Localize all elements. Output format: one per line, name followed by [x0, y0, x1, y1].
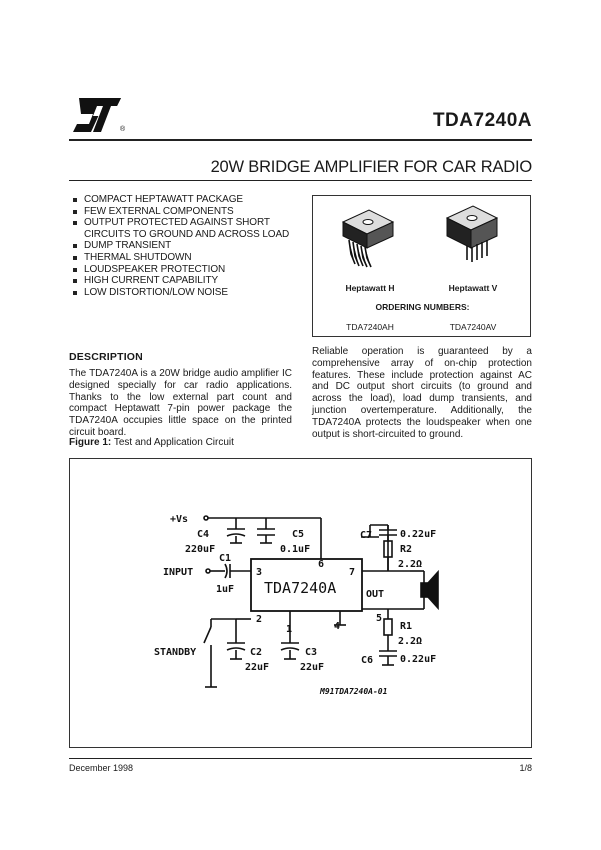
- figure-caption: [69, 437, 234, 448]
- ordering-numbers-title: ORDERING NUMBERS:: [375, 302, 470, 312]
- pin-5: 5: [376, 613, 383, 624]
- c2-label: C2: [250, 647, 263, 658]
- c4-label: C4: [197, 529, 210, 540]
- feature-item: LOUDSPEAKER PROTECTION: [73, 264, 303, 276]
- feature-item: OUTPUT PROTECTED AGAINST SHORT CIRCUITS TO GROUND AND ACROSS LOAD: [73, 217, 303, 240]
- c1-value: 1uF: [216, 584, 235, 595]
- input-label: INPUT: [163, 567, 194, 578]
- figure-caption-text: Test and Application Circuit: [113, 437, 234, 448]
- heptawatt-v-package-image: [437, 202, 507, 266]
- c4-value: 220uF: [185, 544, 216, 555]
- c7-value: 0.22uF: [400, 529, 437, 540]
- figure-caption-label: Figure 1:: [69, 437, 112, 448]
- page-number: 1/8: [519, 763, 532, 773]
- pin-6: 6: [318, 559, 325, 570]
- drawing-reference: M91TDA7240A-01: [320, 687, 388, 696]
- description-heading: DESCRIPTION: [69, 351, 143, 363]
- part-number: TDA7240A: [432, 110, 532, 131]
- c5-value: 0.1uF: [280, 544, 311, 555]
- svg-text:®: ®: [120, 126, 126, 133]
- out-label: OUT: [366, 589, 385, 600]
- pin-7: 7: [349, 567, 356, 578]
- description-paragraph-left: The TDA7240A is a 20W bridge audio amplifier IC designed specially for car radio applications. Thanks to the low external part count and compact Heptawatt 7-pin power package the TDA7240A occupies little space on the printed circuit board.: [69, 368, 292, 438]
- feature-item: DUMP TRANSIENT: [73, 240, 303, 252]
- footer-date: December 1998: [69, 763, 134, 773]
- vs-label: +Vs: [170, 514, 189, 525]
- pin-4: 4: [334, 621, 341, 632]
- r1-label: R1: [400, 621, 413, 632]
- figure-box: [69, 458, 532, 748]
- standby-label: STANDBY: [154, 647, 197, 658]
- pin-1: 1: [286, 624, 293, 635]
- feature-item: COMPACT HEPTAWATT PACKAGE: [73, 194, 303, 206]
- c2-value: 22uF: [245, 662, 270, 673]
- feature-item: HIGH CURRENT CAPABILITY: [73, 275, 303, 287]
- st-logo: [69, 96, 131, 134]
- c7-label: C7: [360, 530, 373, 541]
- footer-rule: [69, 758, 532, 759]
- c5-label: C5: [292, 529, 305, 540]
- feature-item: LOW DISTORTION/LOW NOISE: [73, 287, 303, 299]
- ic-label: TDA7240A: [264, 579, 337, 597]
- pin-2: 2: [256, 614, 263, 625]
- pin-3: 3: [256, 567, 263, 578]
- header-rule: [69, 139, 532, 141]
- package-label-h: Heptawatt H: [345, 283, 395, 293]
- feature-item: THERMAL SHUTDOWN: [73, 252, 303, 264]
- ordering-code-h: TDA7240AH: [346, 322, 394, 332]
- heptawatt-h-package-image: [335, 204, 405, 268]
- r2-label: R2: [400, 544, 413, 555]
- feature-item: FEW EXTERNAL COMPONENTS: [73, 206, 303, 218]
- subtitle-rule: [69, 180, 532, 181]
- c6-label: C6: [361, 655, 374, 666]
- feature-list: [73, 194, 303, 298]
- c6-value: 0.22uF: [400, 654, 437, 665]
- r1-value: 2.2Ω: [398, 636, 423, 647]
- c3-value: 22uF: [300, 662, 325, 673]
- package-box: [312, 195, 531, 337]
- document-subtitle: 20W BRIDGE AMPLIFIER FOR CAR RADIO: [210, 158, 532, 176]
- application-circuit-schematic: [70, 459, 533, 749]
- package-label-v: Heptawatt V: [448, 283, 498, 293]
- ordering-code-v: TDA7240AV: [449, 322, 497, 332]
- c1-label: C1: [219, 553, 232, 564]
- c3-label: C3: [305, 647, 318, 658]
- r2-value: 2.2Ω: [398, 559, 423, 570]
- description-paragraph-right: Reliable operation is guaranteed by a comprehensive array of on-chip protection features. These include protection against AC and DC output short circuits (to ground and across the load), load dump transients, and junction overtemperature. Additionally, the TDA7240A protects the loudspeaker when one output is short-circuited to ground.: [312, 346, 532, 440]
